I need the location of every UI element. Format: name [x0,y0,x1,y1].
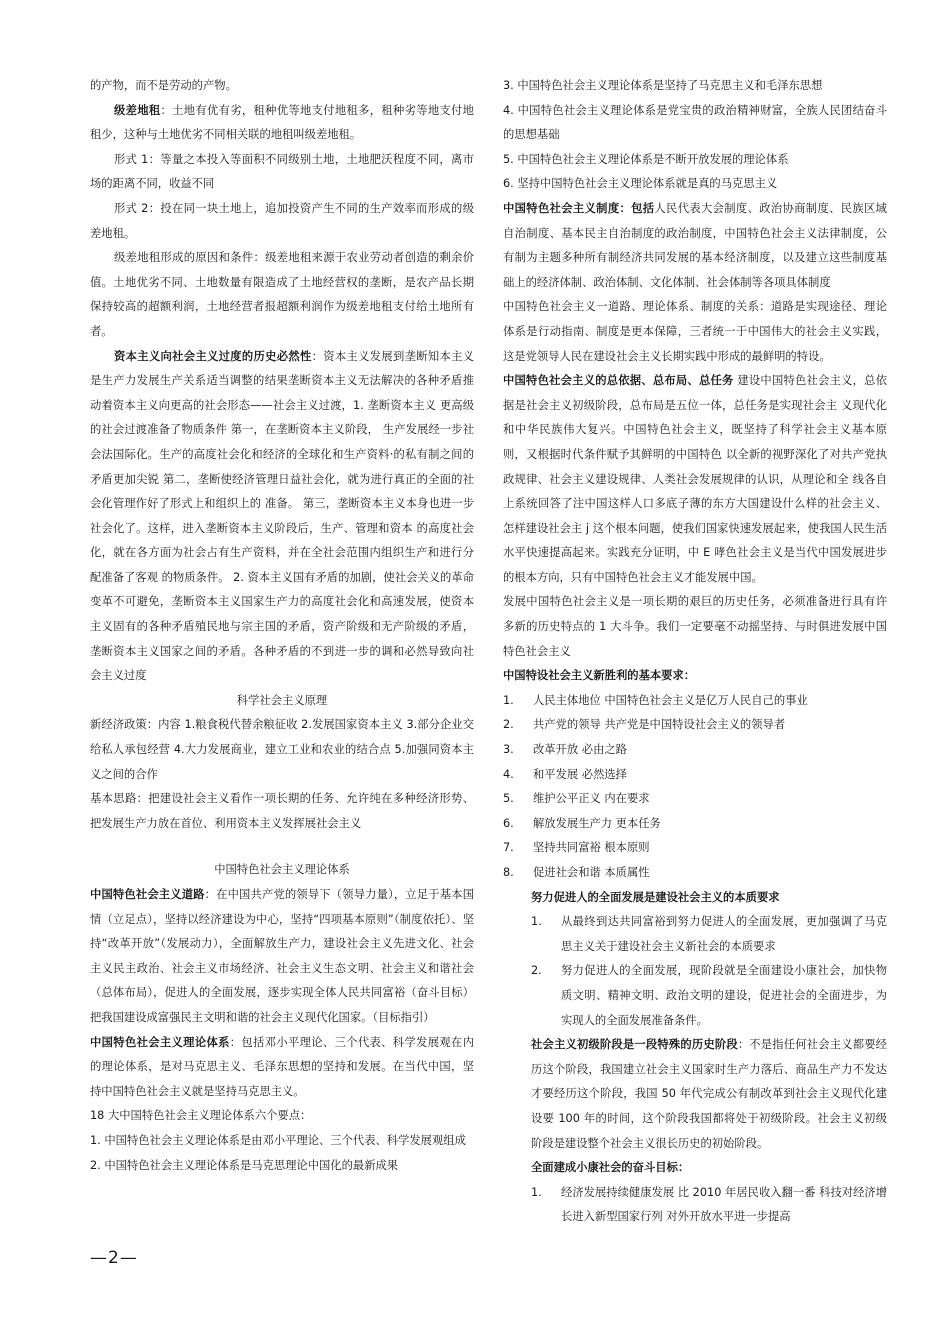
list-number: 4. [503,767,514,781]
list-number: 1. [531,915,542,929]
list-text: 解放发展生产力 更本任务 [533,816,661,830]
paragraph-text: ：资本主义发展到垄断知本主义是生产力发展生产关系适当调整的结果垄断资本主义无法解决的各种矛盾推动着资本主义向更高的社会形态——社会主义过渡，1. 垄断资本主义 更高级的社会过渡准备了物质条件 第一，在垄断资本主义阶段， 生产发展经一步社会法国际化。生产的高度社会化和经济的全球化和生产资料·的私有制之间的矛盾更加尖锐 第二，垄断使经济管理日益社会化，就为进行真正的全面的社会化管理作好了形式上和组织上的 准备。 第三，垄断资本主义本身也进一步社会化了。这样，进入垄断资本主义阶段后，生产、管理和资本 的高度社会化，就在各方面为社会占有生产资料，并在全社会范围内组织生产和进行分配准备了客观 的物质条件。 2. 资本主义国有矛盾的加剧，使社会关义的革命变革不可避免，垄断资本主义国家生产力的高度社会化和高速发展，使资本主义固有的各种矛盾殖民地与宗主国的矛盾，资产阶级和无产阶级的矛盾，垄断资本主义国家之间的矛盾。各种矛盾的不到进一步的调和必然导致向社会主义过度 [90,349,474,683]
spacer [90,836,474,858]
list-item [503,713,887,738]
list-number: 3. [503,743,514,757]
list-number: 7. [503,841,514,855]
subsection-heading: 全面建成小康社会的奋斗目标： [531,1161,690,1175]
paragraph [90,99,474,148]
list-text: 和平发展 必然选择 [533,767,627,781]
paragraph: 2. 中国特色社会主义理论体系是马克思理论中国化的最新成果 [90,1158,399,1172]
paragraph-text: 人民代表大会制度、政治协商制度、民族区域自治制度、基本民主自治制度的政治制度，中国特色社会主义法律制度，公有制为主题多种所有制经济共同发展的基本经济制度，以及建立这些制度基础上的经济体制、政治体制、文化体制、社会体制等各项具体制度 [503,201,887,289]
term: 中国特色社会主义的总依据、总布局、总任务 [503,374,734,388]
list-text: 经济发展持续健康发展 比 2010 年居民收入翻一番 科技对经济增长进入新型国家行列 对外开放水平进一步提高 [561,1185,887,1224]
list-text: 人民主体地位 中国特色社会主义是亿万人民自己的事业 [533,693,808,707]
paragraph: 新经济政策：内容 1.粮食税代替余粮征收 2.发展国家资本主义 3.部分企业交给私人承包经营 4.大力发展商业，建立工业和农业的结合点 5.加强同资本主义之间的合作 [90,718,474,781]
list-text: 坚持共同富裕 根本原则 [533,841,650,855]
term: 社会主义初级阶段是一段特殊的历史阶段 [531,1038,738,1052]
list-number: 2. [531,964,542,978]
paragraph: 5. 中国特色社会主义理论体系是不断开放发展的理论体系 [503,152,789,166]
section-heading: 中国特色社会主义理论体系 [214,863,350,877]
term: 级差地租 [114,103,161,117]
paragraph: 4. 中国特色社会主义理论体系是党宝贵的政治精神财富，全族人民团结奋斗的思想基础 [503,103,887,142]
list-text: 共产党的领导 共产党是中国特设社会主义的领导者 [533,718,786,732]
list-number: 2. [503,718,514,732]
term: 中国特色社会主义理论体系 [90,1035,230,1049]
list-text: 从最终到达共同富裕到努力促进人的全面发展，更加强调了马克思主义关于建设社会主义新社会的本质要求 [561,915,887,953]
list-item [503,689,887,714]
paragraph: 6. 坚持中国特色社会主义理论体系就是真的马克思主义 [503,177,778,191]
right-column [503,74,887,1230]
left-column [90,74,474,1178]
list-item [503,836,887,861]
paragraph [90,883,474,1031]
paragraph: 1. 中国特色社会主义理论体系是由邓小平理论、三个代表、科学发展观组成 [90,1133,466,1147]
paragraph [503,197,887,295]
paragraph [531,1033,887,1156]
paragraph: 级差地租形成的原因和条件：级差地租来源于农业劳动者创造的剩余价值。土地优劣不同、土地数量有限造成了土地经营权的垄断，是农产品长期保持较高的超额利润，土地经营者报超额利润作为级差地租支付给土地所有者。 [90,251,474,338]
list-item [503,787,887,812]
list-item [531,910,887,959]
list-item [503,763,887,788]
list-item [503,812,887,837]
term: 资本主义向社会主义过度的历史必然性 [114,349,312,363]
list-item [503,861,887,886]
paragraph: 中国特色社会主义一道路、理论体系、制度的关系：道路是实现途径、理论体系是行动指南、制度是更本保障，三者统一于中国伟大的社会主义实践，这是党领导人民在建设社会主义长期实践中形成的最鲜明的特设。 [503,300,887,363]
paragraph-text: 建设中国特色社会主义，总依据是社会主义初级阶段，总布局是五位一体，总任务是实现社会主 义现代化和中华民族伟大复兴。中国特色社会主义，既坚持了科学社会主义基本原则，又根据时代条件赋予其鲜明的中国特色 以全新的视野深化了对共产党执政规律、社会主义建设规律、人类社会发展规律的认识，从理论和全 线各自上系统回答了注中国这样人口多底子薄的东方大国建设什么样的社会主义、怎样建设社会主 j 这个根本问题，使我们国家快速发展起来，使我国人民生活水平快速提高起来。实践充分证明，中 E 哮色社会主义是当代中国发展进步的根本方向，只有中国特色社会主义才能发展中国。 [503,374,887,584]
list-number: 1. [531,1185,542,1199]
list-item [503,738,887,763]
list-number: 5. [503,792,514,806]
paragraph-text: ：包括邓小平理论、三个代表、科学发展观在内的理论体系，是对马克思主义、毛泽东思想的坚持和发展。在当代中国，坚持中国特色社会主义就是坚持马克思主义。 [90,1035,474,1098]
paragraph-text: ：不是指任何社会主义都要经历这个阶段，我国建立社会主义国家时生产力落后、商品生产力不发达才要经历这个阶段，我国 50 年代完成公有制改革到社会主义现代化建设要 100 年的时间，这个阶段我国都将处于初级阶段。社会主义初级阶段是建设整个社会主义很长历史的初始阶段。 [531,1038,887,1150]
list-text: 维护公平正义 内在要求 [533,792,650,806]
paragraph: 形式 2：投在同一块土地上，追加投资产生不同的生产效率而形成的级差地租。 [90,201,474,240]
paragraph: 3. 中国特色社会主义理论体系是坚持了马克思主义和毛泽东思想 [503,79,823,92]
list-text: 改革开放 必由之路 [533,743,627,757]
list-text: 努力促进人的全面发展，现阶段就是全面建设小康社会，加快物质文明、精神文明、政治文明的建设，促进社会的全面进步，为实现人的全面发展准备条件。 [561,964,887,1027]
list-item [531,1181,887,1230]
paragraph [90,345,474,689]
paragraph: 的产物，而不是劳动的产物。 [90,79,237,92]
numbered-list [503,689,887,886]
paragraph [90,1031,474,1105]
paragraph: 18 大中国特色社会主义理论体系六个要点： [90,1109,312,1123]
subsection-heading: 努力促进人的全面发展是建设社会主义的本质要求 [531,890,780,904]
list-number: 1. [503,693,514,707]
paragraph: 基本思路：把建设社会主义看作一项长期的任务、允许纯在多种经济形势、把发展生产力放在首位、利用资本主义发挥展社会主义 [90,792,474,830]
list-number: 6. [503,816,514,830]
subsection [531,886,887,1230]
list-heading: 中国特设社会主义新胜利的基本要求： [503,669,696,683]
list-text: 促进社会和谐 本质属性 [533,866,650,879]
paragraph-text: ：在中国共产党的领导下（领导力量），立足于基本国情（立足点），坚持以经济建设为中心，坚持“四项基本原则”（制度依托）、坚持“改革开放”（发展动力），全面解放生产力，建设社会主义先进文化、社会主义民主政治、社会主义市场经济、社会主义生态文明、社会主义和谐社会（总体布局），促进人的全面发展，逐步实现全体人民共同富裕（奋斗目标）把我国建设成富强民主文明和谐的社会主义现代化国家。（目标指引） [90,888,474,1024]
page-number: —2— [90,1248,138,1268]
term: 中国特色社会主义道路 [90,888,205,901]
paragraph: 发展中国特色社会主义是一项长期的艰巨的历史任务，必须准备进行具有许多新的历史特点的 1 大斗争。我们一定要毫不动摇坚持、与时俱进发展中国特色社会主义 [503,595,887,658]
paragraph [503,369,887,590]
term: 中国特色社会主义制度：包括 [503,201,655,215]
list-item [531,959,887,1033]
list-number: 8. [503,866,514,879]
section-heading: 科学社会主义原理 [236,693,328,707]
paragraph: 形式 1：等量之本投入等面积不同级别土地，土地肥沃程度不同，离市场的距离不同，收益不同 [90,152,474,191]
paragraph-text: ：土地有优有劣，租种优等地支付地租多，租种劣等地支付地租少，这种与土地优劣不同相关联的地租叫级差地租。 [90,103,474,142]
